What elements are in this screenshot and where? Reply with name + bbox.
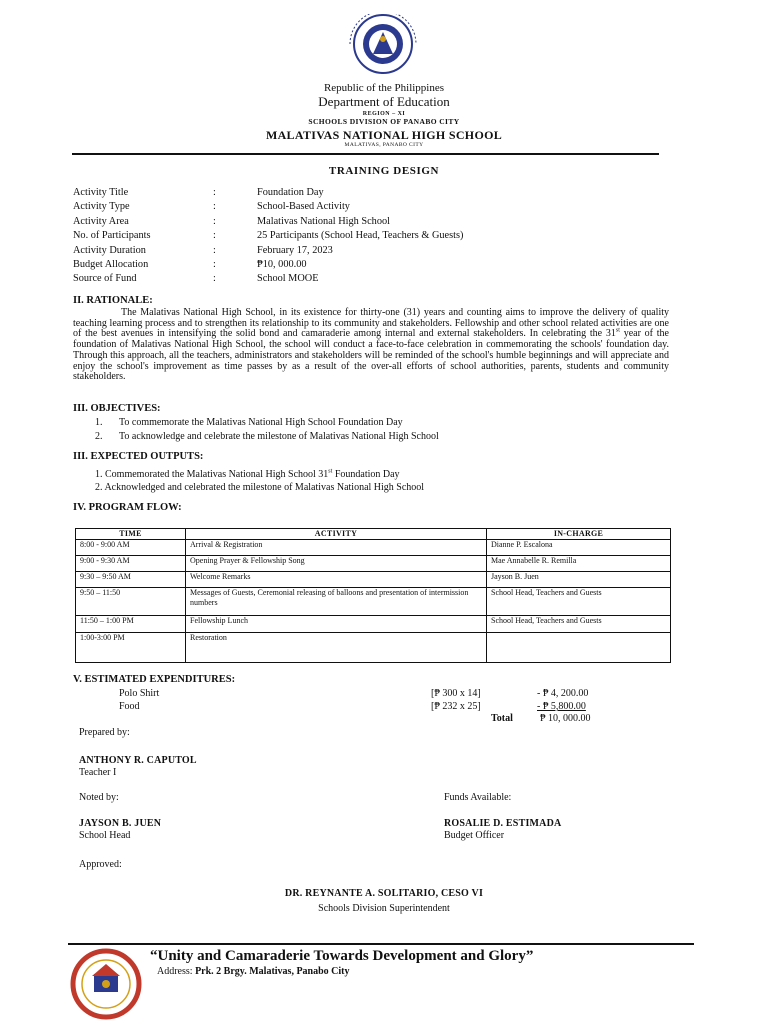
table-row	[76, 616, 671, 633]
approved-title: Schools Division Superintendent	[318, 903, 450, 914]
info-colon: :	[213, 273, 216, 285]
info-row	[73, 200, 673, 214]
rationale-text: The Malativas National High School, in its existence for thirty-one (31) years and counting aims to improve the delivery of quality teaching learning process and to strengthen its relationship to its community and stakeholders. Fellowship and other school related activities are one of the best avenues in intensifying the solid bond and camaraderie among internal and external stakeholders. In celebrating the 31	[73, 307, 669, 340]
info-colon: :	[213, 215, 216, 227]
footer-address	[157, 966, 350, 977]
list-item: 2. Acknowledged and celebrated the milestone of Malativas National High School	[95, 481, 425, 493]
expenditures-heading: V. ESTIMATED EXPENDITURES:	[73, 674, 236, 685]
header-region: REGION – XI	[362, 111, 406, 117]
in-charge-cell: Mae Annabelle R. Remilla	[487, 556, 671, 572]
activity-cell: Messages of Guests, Ceremonial releasing of balloons and presentation of intermission numbers	[186, 588, 487, 616]
expense-item-name: Polo Shirt	[119, 688, 160, 699]
column-header-in-charge: IN-CHARGE	[487, 529, 671, 540]
header-republic: Republic of the Philippines	[323, 82, 445, 94]
rationale-paragraph	[73, 308, 669, 383]
header-address: MALATIVAS, PANABO CITY	[344, 142, 424, 148]
info-colon: :	[213, 259, 216, 271]
expense-item-amount: - ₱ 4, 200.00	[537, 688, 589, 699]
expense-item-calc: [₱ 300 x 14]	[431, 688, 481, 699]
info-value: Foundation Day	[257, 187, 324, 198]
info-row	[73, 186, 673, 200]
expense-total-value: ₱ 10, 000.00	[540, 713, 591, 724]
in-charge-cell: School Head, Teachers and Guests	[487, 588, 671, 616]
info-row	[73, 215, 673, 229]
table-row	[76, 556, 671, 572]
activity-cell: Fellowship Lunch	[186, 616, 487, 633]
activity-info	[73, 186, 673, 287]
address-label: Address:	[157, 966, 196, 977]
objectives-list	[95, 416, 439, 444]
info-row	[73, 229, 673, 243]
info-key: Budget Allocation	[73, 259, 149, 271]
info-row	[73, 244, 673, 258]
activity-cell: Restoration	[186, 633, 487, 663]
info-row	[73, 272, 673, 286]
info-value: February 17, 2023	[257, 244, 333, 256]
table-row	[76, 572, 671, 588]
header-division: SCHOOLS DIVISION OF PANABO CITY	[308, 117, 460, 126]
activity-cell: Arrival & Registration	[186, 540, 487, 556]
program-heading: IV. PROGRAM FLOW:	[73, 502, 182, 513]
column-header-activity: ACTIVITY	[186, 529, 487, 540]
in-charge-cell: Jayson B. Juen	[487, 572, 671, 588]
prepared-label: Prepared by:	[79, 727, 130, 738]
time-cell: 11:50 – 1:00 PM	[76, 616, 186, 633]
info-key: No. of Participants	[73, 230, 151, 242]
approved-name: DR. REYNANTE A. SOLITARIO, CESO VI	[284, 888, 484, 899]
rationale-text: year of the foundation of Malativas National High School, the school will conduct a face-to-face celebration in commemorating the schools' foundation day. Through this approach, all the teachers, administrators and stakeholders will be reminded of the school's humble beginnings and will appreciate and enjoy the school's improvement as time passes by as a result of the over-all efforts of school authorities, parents, students and community stakeholders.	[73, 328, 669, 383]
outputs-list	[95, 469, 424, 494]
info-row	[73, 258, 673, 272]
info-key: Activity Title	[73, 187, 129, 198]
item-text: To acknowledge and celebrate the milestone of Malativas National High School	[119, 431, 439, 442]
program-table	[75, 528, 671, 663]
table-row	[76, 540, 671, 556]
time-cell: 9:30 – 9:50 AM	[76, 572, 186, 588]
activity-cell: Opening Prayer & Fellowship Song	[186, 556, 487, 572]
prepared-name: ANTHONY R. CAPUTOL	[79, 755, 197, 766]
expense-item-name: Food	[119, 701, 140, 712]
footer-divider	[68, 943, 694, 945]
noted-name: JAYSON B. JUEN	[79, 818, 162, 829]
time-cell: 9:00 - 9:30 AM	[76, 556, 186, 572]
info-colon: :	[213, 230, 216, 242]
item-text: Foundation Day	[332, 469, 400, 480]
header-department: Department of Education	[318, 94, 450, 109]
info-colon: :	[213, 187, 216, 198]
time-cell: 9:50 – 11:50	[76, 588, 186, 616]
list-item	[95, 469, 424, 482]
funds-title: Budget Officer	[444, 830, 505, 841]
header-divider	[72, 153, 659, 155]
info-key: Activity Type	[73, 201, 130, 213]
rationale-heading: II. RATIONALE:	[73, 295, 153, 306]
time-cell: 1:00-3:00 PM	[76, 633, 186, 663]
table-header-row	[76, 529, 671, 540]
item-text: 1. Commemorated the Malativas National High School 31	[95, 469, 329, 480]
info-value: 25 Participants (School Head, Teachers & Guests)	[257, 230, 464, 242]
list-item	[95, 416, 439, 430]
expense-item-calc: [₱ 232 x 25]	[431, 701, 481, 712]
noted-title: School Head	[79, 830, 131, 841]
column-header-time: TIME	[76, 529, 186, 540]
info-value: ₱10, 000.00	[257, 259, 307, 271]
in-charge-cell	[487, 633, 671, 663]
item-number: 2.	[95, 431, 103, 442]
school-seal-logo	[66, 944, 150, 1020]
info-value: Malativas National High School	[257, 215, 390, 227]
activity-cell: Welcome Remarks	[186, 572, 487, 588]
item-number: 1.	[95, 417, 103, 428]
info-key: Source of Fund	[73, 273, 137, 285]
item-superscript: st	[328, 468, 333, 475]
outputs-heading: III. EXPECTED OUTPUTS:	[73, 451, 204, 462]
footer-motto: “Unity and Camaraderie Towards Development and Glory”	[150, 948, 534, 964]
funds-label: Funds Available:	[444, 792, 512, 803]
prepared-title: Teacher I	[79, 767, 117, 778]
deped-seal-logo	[340, 14, 426, 74]
expense-item-amount: - ₱ 5,800.00	[537, 701, 586, 712]
info-value: School-Based Activity	[257, 201, 350, 213]
info-colon: :	[213, 201, 216, 213]
objectives-heading: III. OBJECTIVES:	[73, 403, 161, 414]
header-school: MALATIVAS NATIONAL HIGH SCHOOL	[265, 128, 503, 142]
time-cell: 8:00 - 9:00 AM	[76, 540, 186, 556]
list-item	[95, 430, 439, 444]
table-row	[76, 633, 671, 663]
table-row	[76, 588, 671, 616]
expense-total-label: Total	[491, 713, 513, 724]
noted-label: Noted by:	[79, 792, 119, 803]
rationale-superscript: st	[615, 328, 620, 335]
info-value: School MOOE	[257, 273, 319, 285]
info-key: Activity Duration	[73, 244, 146, 256]
info-key: Activity Area	[73, 215, 129, 227]
item-text: To commemorate the Malativas National High School Foundation Day	[119, 417, 403, 428]
in-charge-cell: School Head, Teachers and Guests	[487, 616, 671, 633]
in-charge-cell: Dianne P. Escalona	[487, 540, 671, 556]
approved-label: Approved:	[79, 859, 122, 870]
funds-name: ROSALIE D. ESTIMADA	[444, 818, 562, 829]
doc-title: TRAINING DESIGN	[328, 165, 440, 177]
address-value: Prk. 2 Brgy. Malativas, Panabo City	[195, 966, 350, 977]
info-colon: :	[213, 244, 216, 256]
